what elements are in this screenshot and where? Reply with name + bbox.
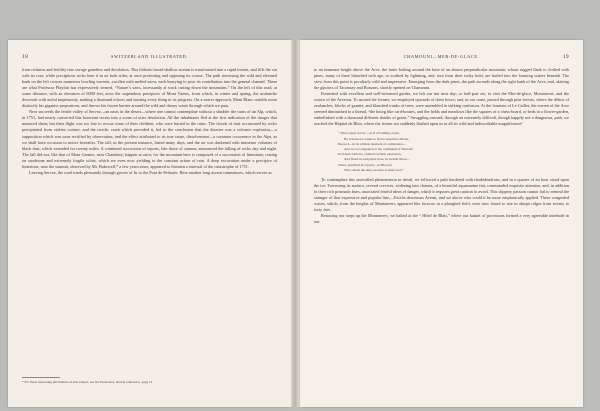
paragraph: Next succeeds the fertile valley of Servoz—an oasis in the desert—where one cannot contemplate without a shudder the ruins of an Alp, which, in 1751, had nearly converted this luxuriant recess into a scene of utter desolation. All the inhabitants fled at the first indication of the danger that menaced them; but their flight was too late to rescue some of their children, who were buried in the ruins. The clouds of dust occasioned by rocks precipitated from violent contact, and the terrific crash which preceded it, led to the conclusion that the disaster was a volcanic explosion,—a supposition which was soon rectified by observation; and the effect attributed to its true cause, dissolvement—a common occurrence in the Alps, as we shall have occasion to notice hereafter. The fall, in the present instance, lasted many days; and the air was darkened with immense volumes of black dust, which extended for twenty miles. A continued succession of reports, like those of cannon, announced the falling of rocks day and night. The fall did not, like that of Mont Grenier, near Chambery, happen at once; for the mountain here is composed of a succession of limestone, resting on sandstone and extremely fragile schist, which are even now yielding to the constant action of rain. A deep excavation under a precipice of limestone, near the summit, observed by Mr. Bakewell,* a few years since, appeared to threaten a renewal of the catastrophe of 1751. [22,109,277,169]
verse-line: And fixed in sculpture! here, in eternal throe— [344,157,410,162]
running-head: CHAMOUNI—MER-DE-GLACE. [403,54,480,59]
footnote-rule [22,377,60,378]
verse-line: “ Wave upon wave!—as if a foaming ocean, [338,131,400,136]
right-page [300,40,583,407]
verse-line: By boisterous winds to fierce rebellion driven, [344,136,410,141]
paragraph: to an immense height above the Arve, the latter boiling around the base of an almost perpendicular mountain, whose rugged flank is clothed with pines, many of these blanched with age, or scathed by lightning, and, torn from their rocky hold, are hurled into the foaming waters beneath. The view from this point is peculiarly wild and impressive. Emerging from the dark pines, the path ascends along the right bank of the Arve, and, skirting the glaciers of Taconnay and Bossons, shortly opened on Chamouni. [314,67,569,91]
left-page-body [22,67,277,176]
footnote: * For much interesting information on this subject, see his Excursions, already referred to, page 13. [22,380,154,384]
paragraph: To contemplate this unrivalled phenomenon in detail, we followed a path bordered with rhododendrons, and in a quarter of an hour stood upon the ice. Traversing its surface, several crevices, widening into chasms, of a beautiful aquamarine tint, commanded exquisite attention, and, in addition to their rich prismatic hues, associated fearful ideas of danger, which it requires great caution to avoid. This slippery passion cannot fail to remind the stranger of that expressive and popular line,—Facilis descensus Averni, and we above who could it be more emphatically applied. These congealed waves, which, from the heights of Montanvert, appeared like furrows in a ploughed field, were now found to rise in abrupt ridges from twenty to forty feet. [314,177,569,213]
page-number: 18 [22,54,29,60]
paragraph: Leaving Servoz, the road winds pleasantly through groves of fir to the Pont de Pelissier. Here another long ascent commences, which serves as [29,169,272,175]
paragraph: Furnished with excellent and well-informed guides, we left our inn next day; or half-past six, to visit the Mer-de-glace, Montanvert, and the source of the Arveron. To ascend the former, we employed upwards of three hours; and, in our route, passed through pine forests, where the débris of avalanches, blocks of granite, and blanched trunks of trees, were assembled in striking confusion. At the fountain of Le Caillet, the torrent of the Arve seemed diminished to a thread, “the bourg like card-houses, and the fields and meadows like the squares of a chess-board, or beds in a flower-garden, embellished with a thousand different shades of green.” Struggling onward, through an extremely difficult, though happily not a dangerous, path, we reached the Hôpital de Blair, where the frozen sea suddenly flashed upon us in all its wild and indescribable magnificence! [314,91,569,127]
paragraph: from richness and fertility into savage grandeur and desolation. This hitherto broad shallow stream is transformed into a rapid torrent, and fills the car with its roar; while precipitous rocks hem it in on both sides, at once protecting and opposing its course. The path traversing the wild and elevated bank on the left crosses numerous howling torrents, swollen with melted snow, each hurrying to pour its contribution into the general channel. These are what Professor Playfair has expressively termed, “Nature’s saws, incessantly at work cutting down the mountains.” On the left of this road, at some distance, with an elevation of 6000 feet, arise the stupendous precipices of Mont Varens, from which, in winter and spring, the avalanche descends with awful impetuosity, making a thousand echoes and wasting every thing in its progress. On a nearer approach, Mont Blanc unfolds more distinctly his gigantic proportions, and throws his frozen barrier around the wild and dreary waste through which we pass. [22,67,277,109]
right-page-body [314,67,569,225]
running-head: SWITZERLAND ILLUSTRATED. [110,54,189,59]
verse-line: Its frantic billows, chained at their explosion, [338,152,402,157]
page-number: 19 [562,54,569,60]
left-page [8,40,291,407]
verse-block [338,131,569,173]
verse-line: There, petrified in crystal—at His nod [338,162,392,167]
verse-line: Heaved—in its wildest moment of commotion— [338,141,407,146]
book-gutter [291,40,300,407]
paragraph: Retracing our steps up the Montanvert, we halted at the “ Hôtel de Blair,” where our basket of provisions formed a very agreeable interlude in our [314,213,569,225]
verse-line: Who raised the Alps an altar to their God.” [344,167,404,172]
verse-line: And stood congealed at the command of Heaven! [344,147,414,152]
